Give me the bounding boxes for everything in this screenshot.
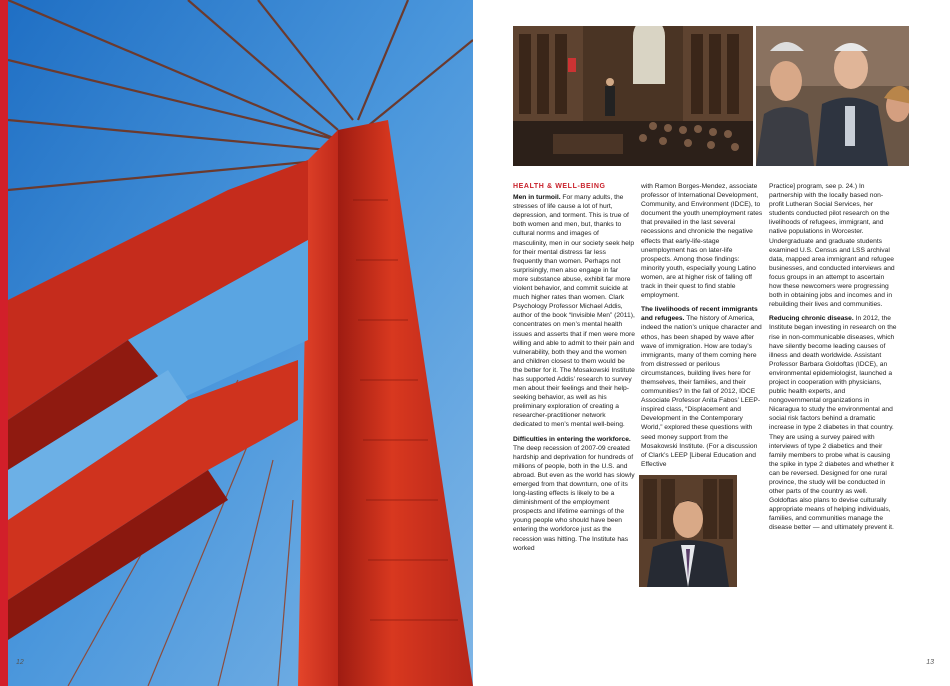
column-1 xyxy=(513,182,635,558)
text-immigrants: The history of America, indeed the nation’s unique character and ethos, has been shaped by wave after wave of immigration. How are today’s immigrants, many of them coming here from distressed or perilous circumstances, building lives here for themselves, their families, and their communities? In the fall of 2012, IDCE Associate Professor Anita Fabos’ LEEP-inspired class, “Displacement and Development in the Contemporary World,” explored these questions with seed money support from the Mosakowski Institute. (For a discussion of Clark’s LEEP [Liberal Education and Effective xyxy=(641,315,762,468)
lead-men-in-turmoil: Men in turmoil. xyxy=(513,194,561,202)
text-men-in-turmoil: For many adults, the stresses of life cause a lot of hurt, depression, and torment. This is true of both women and men, but, thanks to cultural norms and images of masculinity, men in our society seek help for their mental distress far less frequently than women. Perhaps not surprisingly, men also engage in far more substance abuse, exhibit far more violent behavior, and commit suicide at much higher rates than women. Clark Psychology Professor Michael Addis, author of the book “Invisible Men” (2011), concentrates on men’s mental health issues and asserts that if men were more willing and able to admit to their pain and vulnerability, both they and the women and children closest to them would be the better for it. The Mosakowski Institute has supported Addis’ research to survey men about their feelings and their help-seeking behavior, as well as his preliminary exploration of creating a researcher-practitioner network dedicated to men’s mental well-being. xyxy=(513,194,635,429)
page-number-right: 13 xyxy=(926,659,934,666)
courtroom-photo xyxy=(513,26,753,166)
red-edge-bar xyxy=(0,0,8,686)
seated-men-photo xyxy=(756,26,909,166)
paragraph-chronic-disease xyxy=(769,314,897,532)
lead-workforce: Difficulties in entering the workforce. xyxy=(513,435,631,443)
paragraph-men-in-turmoil xyxy=(513,193,635,429)
column-2 xyxy=(641,182,763,587)
paragraph-immigrants xyxy=(641,305,763,469)
text-leep-partnership: Practice] program, see p. 24.) In partnership with the locally based non-profit Lutheran Social Services, her students conducted pilot research on the livelihoods of refugees, immigrant, and native populations in Worcester. Undergraduate and graduate students examined U.S. Census and LSS archival data, mapped area immigrant and refugee businesses, and conducted interviews and focus groups in an attempt to ascertain how these newcomers were progressing both in obtaining jobs and incomes and in rebuilding their lives and communities. xyxy=(769,183,895,309)
paragraph-leep-partnership xyxy=(769,182,897,309)
text-youth-unemployment: with Ramon Borges-Mendez, associate professor of International Development, Community, and Environment (IDCE), to document the youth unemployment rates that prevailed in the last several recessions and chronicle the negative effects that early-life-stage unemployment has on later-life prospects. Among those findings: minority youth, especially young Latino women, are at higher risk of falling off track in their quest to find stable employment. xyxy=(641,183,763,300)
portrait-photo xyxy=(639,475,737,587)
bridge-tower-photo xyxy=(8,0,473,686)
right-page xyxy=(475,0,950,686)
page-number-left: 12 xyxy=(16,659,24,666)
paragraph-workforce xyxy=(513,435,635,553)
paragraph-youth-unemployment xyxy=(641,182,763,300)
text-chronic-disease: In 2012, the Institute began investing in research on the rise in non-communicable diseases, which have silently become leading causes of illness and death worldwide. Assistant Professor Barbara Goldoftas (IDCE), an environmental epidemiologist, launched a project in cooperation with physicians, public health experts, and nongovernmental organizations in Nicaragua to study the environmental and social risk factors behind a dramatic increase in type 2 diabetes in that country. They are using a survey paired with interviews of type 2 diabetics and their family members to probe what is causing the spike in type 2 diabetes and whether it can be reversed. Designed for one rural province, the study will be conducted in other parts of the country as well. Goldoftas also plans to devise culturally appropriate means of helping individuals, families, and communities manage the disease better — and ultimately prevent it. xyxy=(769,315,897,532)
lead-chronic-disease: Reducing chronic disease. xyxy=(769,315,854,323)
section-heading: HEALTH & WELL-BEING xyxy=(513,183,606,190)
column-3 xyxy=(769,182,897,538)
lead-immigrants: The livelihoods of recent immigrants and refugees. xyxy=(641,306,758,323)
text-workforce: The deep recession of 2007-09 created hardship and deprivation for hundreds of millions of people, both in the U.S. and abroad. But even as the world has slowly emerged from that downturn, one of its long-lasting effects is likely to be a diminishment of the employment prospects and lifetime earnings of the young people who should have been entering the workforce just as the recession was hitting. The Institute has worked xyxy=(513,444,635,552)
